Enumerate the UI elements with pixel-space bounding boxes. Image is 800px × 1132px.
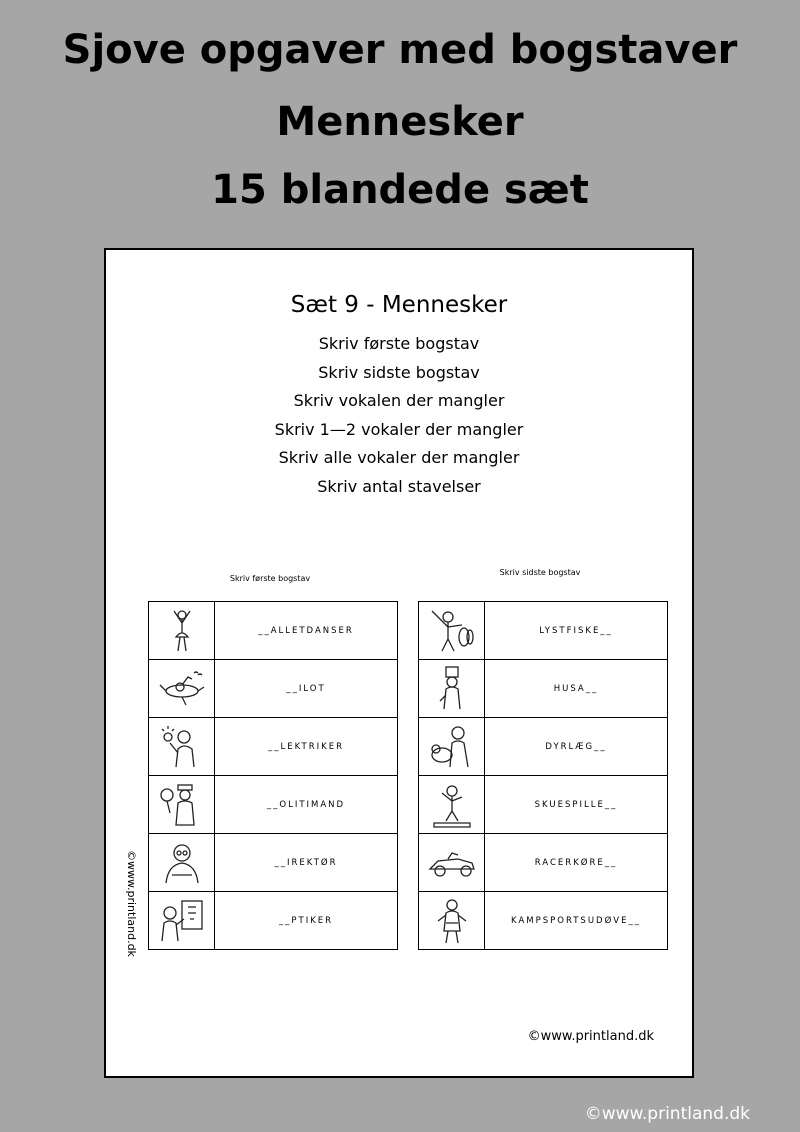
task-item: Skriv alle vokaler der mangler: [278, 448, 520, 468]
table-row: [419, 834, 667, 892]
angler-icon: [428, 607, 476, 655]
table-row: [419, 892, 667, 950]
optician-icon: [158, 897, 206, 945]
sheet-side-credit: ©www.printland.dk: [125, 850, 138, 957]
veterinarian-icon: [428, 723, 476, 771]
word-blank: __ALLETDANSER: [258, 625, 354, 636]
martial-artist-icon: [428, 897, 476, 945]
cover-title-line2: Mennesker: [276, 99, 524, 145]
police-officer-icon: [158, 781, 206, 829]
left-column-heading: Skriv første bogstav: [229, 574, 311, 583]
hussar-icon: [428, 665, 476, 713]
word-blank: __OLITIMAND: [266, 799, 346, 810]
electrician-icon: [158, 723, 206, 771]
table-row: [149, 834, 397, 892]
word-blank: DYRLÆG__: [545, 741, 607, 752]
task-item: Skriv antal stavelser: [317, 476, 481, 496]
word-blank: LYSTFISKE__: [539, 625, 613, 636]
right-column-heading: Skriv sidste bogstav: [499, 568, 581, 577]
cover-title-line3: 15 blandede sæt: [211, 167, 589, 213]
table-row: [419, 718, 667, 776]
worksheet-preview: [104, 248, 694, 1078]
left-exercise-table: [148, 601, 398, 950]
word-blank: __LEKTRIKER: [268, 741, 344, 752]
word-blank: __ILOT: [286, 683, 326, 694]
page-credit: ©www.printland.dk: [584, 1104, 750, 1124]
task-item: Skriv vokalen der mangler: [293, 391, 505, 411]
word-blank: SKUESPILLE__: [534, 799, 618, 810]
table-row: [149, 660, 397, 718]
director-icon: [158, 839, 206, 887]
table-row: [149, 892, 397, 950]
right-exercise-table: [418, 601, 668, 950]
table-row: [149, 602, 397, 660]
word-blank: KAMPSPORTSUDØVE__: [511, 915, 641, 926]
sheet-title: Sæt 9 - Mennesker: [290, 292, 508, 318]
table-row: [149, 776, 397, 834]
actor-icon: [428, 781, 476, 829]
sheet-credit: ©www.printland.dk: [527, 1029, 654, 1044]
cover-title-line1: Sjove opgaver med bogstaver: [62, 27, 738, 73]
task-list: [106, 330, 692, 502]
word-blank: __PTIKER: [278, 915, 334, 926]
word-blank: HUSA__: [553, 683, 599, 694]
table-row: [419, 660, 667, 718]
task-item: Skriv sidste bogstav: [318, 362, 480, 382]
word-blank: RACERKØRE__: [534, 857, 618, 868]
race-car-icon: [428, 839, 476, 887]
word-blank: __IREKTØR: [274, 857, 338, 868]
task-item: Skriv 1—2 vokaler der mangler: [274, 419, 524, 439]
table-row: [419, 776, 667, 834]
task-item: Skriv første bogstav: [318, 334, 480, 353]
pilot-plane-icon: [158, 665, 206, 713]
table-row: [149, 718, 397, 776]
table-row: [419, 602, 667, 660]
ballet-dancer-icon: [158, 607, 206, 655]
